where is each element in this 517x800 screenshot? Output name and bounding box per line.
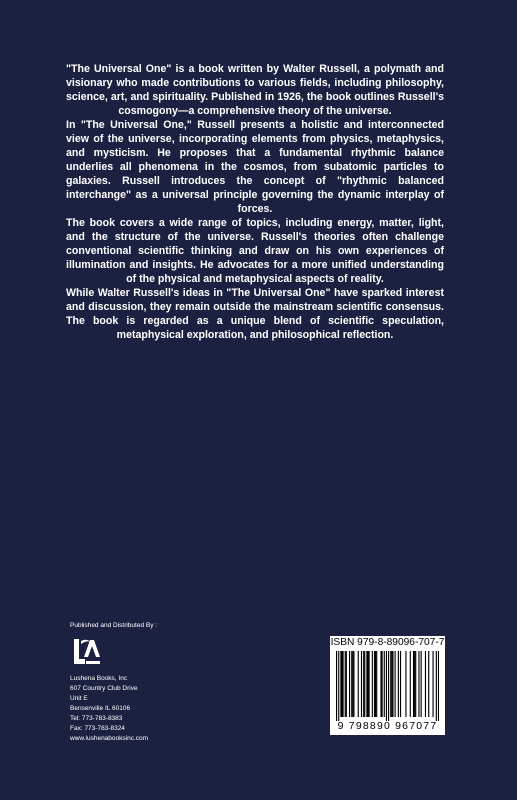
barcode-bar — [351, 651, 352, 717]
barcode-bar — [336, 651, 337, 721]
barcode-bar — [384, 651, 385, 717]
barcode-bar — [415, 651, 416, 717]
barcode-bar — [390, 651, 391, 717]
barcode-bar — [421, 651, 422, 717]
publisher-fax: Fax: 773-783-8324 — [70, 725, 125, 732]
publisher-address-line-2: Unit E — [70, 695, 88, 702]
barcode-bar — [395, 651, 396, 717]
barcode-bar — [375, 651, 376, 717]
barcode-bar — [345, 651, 346, 717]
barcode-bar — [353, 651, 354, 717]
barcode-number: 9 798890 967077 — [337, 720, 438, 732]
barcode-bar — [428, 651, 429, 717]
barcode-bar — [432, 651, 433, 717]
description-paragraph-4: While Walter Russell's ideas in "The Universal One" have sparked interest and discussion, they remain outside the mainstream scientific consensus. The book is regarded as a unique blend of scientific speculation, metaphysical exploration, and philosophical reflection. — [66, 287, 444, 341]
barcode-bar — [374, 651, 375, 717]
barcode-bar — [436, 651, 437, 721]
barcode-bar — [382, 651, 383, 717]
barcode-bar — [391, 651, 392, 717]
lushena-books-logo-icon — [72, 636, 102, 666]
barcode-bar — [358, 651, 359, 717]
description-paragraph-3: The book covers a wide range of topics, including energy, matter, light, and the structure of the universe. Russell's theories often challenge conventional scientific thinking and draw on his own experiences of illumination and insights. He advocates for a more unified understanding of the physical and metaphysical aspects of reality. — [66, 217, 444, 285]
barcode-bar — [361, 651, 362, 717]
barcode-bar — [400, 651, 401, 717]
publisher-address-line-1: 607 Country Club Drive — [70, 685, 138, 692]
barcode-bar — [343, 651, 344, 717]
barcode-bar — [338, 651, 339, 721]
publisher-heading: Published and Distributed By : — [70, 622, 158, 629]
isbn-label: ISBN 979-8-89096-707-7 — [330, 637, 445, 648]
barcode-bar — [369, 651, 370, 717]
barcode-bar — [414, 651, 415, 717]
publisher-name: Lushena Books, Inc — [70, 675, 128, 682]
barcode-bar — [398, 651, 399, 717]
barcode-bar — [366, 651, 367, 717]
barcode-bar — [418, 651, 419, 717]
barcode-bar — [341, 651, 342, 717]
barcode-bar — [363, 651, 364, 717]
description-paragraph-2: In "The Universal One," Russell presents a holistic and interconnected view of the universe, incorporating elements from physics, metaphysics, and mysticism. He proposes that a fundamental rhythmic balance underlies all phenomena in the cosmos, from subatomic particles to galaxies. Russell introduces the concept of "rhythmic balanced interchange" as a universal principle governing the dynamic interplay of forces. — [66, 119, 444, 215]
barcode-bar — [413, 651, 414, 717]
barcode-bar — [352, 651, 353, 717]
barcode-bar — [405, 651, 406, 717]
barcode-bar — [349, 651, 350, 717]
barcode-bar — [380, 651, 381, 717]
isbn-barcode-box — [330, 636, 445, 735]
barcode-bar — [388, 651, 389, 721]
barcode-bar — [386, 651, 387, 721]
barcode-bar — [346, 651, 347, 717]
publisher-info — [70, 621, 210, 744]
barcode-bar — [364, 651, 365, 717]
description-paragraph-1: "The Universal One" is a book written by Walter Russell, a polymath and visionary who made contributions to various fields, including philosophy, science, art, and spirituality. Published in 1926, the book outlines Russell's cosmogony—a comprehensive theory of the universe. — [66, 63, 444, 117]
publisher-city: Bensenville IL 60106 — [70, 705, 131, 712]
barcode-bars — [336, 651, 439, 721]
barcode-bar — [425, 651, 426, 717]
barcode-bar — [340, 651, 341, 717]
barcode-bar — [376, 651, 377, 717]
book-description — [66, 62, 444, 342]
barcode-bar — [438, 651, 439, 721]
barcode-bar — [367, 651, 368, 717]
barcode-bar — [410, 651, 411, 717]
barcode-bar — [372, 651, 373, 717]
publisher-website: www.lushenabooksinc.com — [70, 735, 149, 742]
barcode-bar — [392, 651, 393, 717]
publisher-tel: Tel: 773-783-8383 — [70, 715, 123, 722]
